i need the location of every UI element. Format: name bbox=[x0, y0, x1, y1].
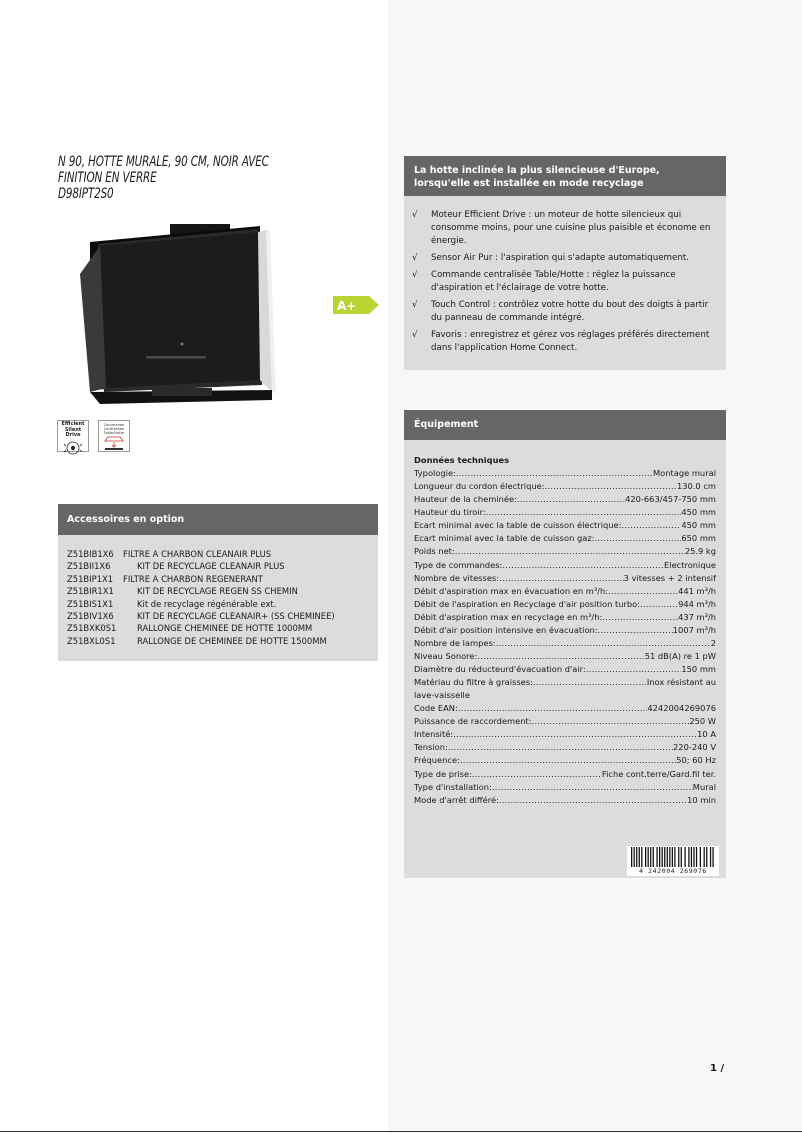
product-title bbox=[58, 154, 298, 202]
spec-label: Poids net: bbox=[414, 546, 455, 557]
spec-label: Ecart minimal avec la table de cuisson gaz: bbox=[414, 533, 595, 544]
feature-text: Moteur Efficient Drive : un moteur de hotte silencieux qui consomme moins, pour une cuisine plus paisible et économe en énergie. bbox=[431, 210, 711, 246]
footer-rule bbox=[0, 1131, 802, 1132]
spec-leader-dots bbox=[602, 611, 678, 624]
badge-line: Silent Drive bbox=[64, 426, 82, 438]
spec-label: Nombre de lampes: bbox=[414, 637, 496, 648]
spec-row bbox=[414, 467, 716, 480]
barcode-bar bbox=[648, 847, 649, 867]
spec-label: Hauteur de la cheminée: bbox=[414, 494, 517, 505]
spec-row bbox=[414, 794, 716, 807]
spec-row bbox=[414, 663, 716, 676]
spec-value: 50; 60 Hz bbox=[676, 755, 716, 766]
barcode-bar bbox=[688, 847, 689, 867]
barcode-bar bbox=[696, 847, 697, 867]
spec-value: 10 min bbox=[687, 794, 716, 805]
ean-barcode bbox=[627, 846, 719, 876]
spec-row bbox=[414, 676, 716, 689]
accessory-row bbox=[67, 635, 378, 647]
spec-row bbox=[414, 559, 716, 572]
spec-value: 51 dB(A) re 1 pW bbox=[644, 650, 716, 661]
barcode-bar bbox=[653, 847, 654, 867]
technical-specs bbox=[404, 440, 726, 807]
spec-value: Mural bbox=[692, 781, 716, 792]
spec-row bbox=[414, 768, 716, 781]
spec-leader-dots bbox=[594, 532, 681, 545]
barcode-bar bbox=[674, 847, 675, 867]
product-image bbox=[60, 220, 310, 410]
spec-leader-dots bbox=[608, 585, 678, 598]
accessory-description: KIT DE RECYCLAGE CLEANAIR+ (SS CHEMINEE) bbox=[137, 611, 335, 622]
check-icon: √ bbox=[412, 210, 418, 220]
equipment-heading: Équipement bbox=[404, 410, 726, 440]
spec-row bbox=[414, 702, 716, 715]
spec-row bbox=[414, 611, 716, 624]
spec-label: Tension: bbox=[414, 742, 448, 753]
spec-label: Hauteur du tiroir: bbox=[414, 507, 486, 518]
spec-label: Débit de l'aspiration en Recyclage d'air position turbo: bbox=[414, 598, 641, 609]
accessories-panel bbox=[58, 504, 378, 661]
barcode-bar bbox=[636, 847, 637, 867]
feature-item bbox=[412, 329, 718, 355]
accessory-row bbox=[67, 548, 378, 560]
spec-value: 130.0 cm bbox=[676, 481, 716, 492]
spec-value: Inox résistant au bbox=[646, 677, 716, 688]
spec-value: 441 m³/h bbox=[678, 585, 716, 596]
barcode-bar bbox=[650, 847, 651, 867]
barcode-bar bbox=[706, 847, 707, 867]
spec-value: Electronique bbox=[664, 559, 716, 570]
accessory-description: Kit de recyclage régénérable ext. bbox=[137, 598, 277, 609]
barcode-bar bbox=[710, 847, 711, 867]
barcode-bars bbox=[631, 847, 715, 867]
accessory-code: Z51BXK0S1 bbox=[67, 623, 117, 634]
spec-leader-dots bbox=[486, 506, 682, 519]
spec-leader-dots bbox=[502, 559, 664, 572]
spec-row bbox=[414, 715, 716, 728]
spec-leader-dots bbox=[477, 650, 644, 663]
feature-text: Touch Control : contrôlez votre hotte du bout des doigts à partir du panneau de commande intégré. bbox=[431, 300, 709, 323]
spec-value: Montage mural bbox=[653, 468, 716, 479]
accessory-description: FILTRE A CHARBON REGENERANT bbox=[123, 573, 263, 584]
spec-value: 4242004269076 bbox=[647, 703, 716, 714]
spec-leader-dots bbox=[460, 754, 676, 767]
features-panel bbox=[404, 156, 726, 370]
barcode-bar bbox=[691, 847, 692, 867]
barcode-bar bbox=[700, 847, 701, 867]
spec-row bbox=[414, 519, 716, 532]
features-heading: La hotte inclinée la plus silencieuse d'Europe, lorsqu'elle est installée en mode recyclage bbox=[404, 156, 726, 196]
spec-leader-dots bbox=[458, 702, 648, 715]
accessory-code: Z51BIP1X1 bbox=[67, 573, 114, 584]
page-number: 1 / bbox=[710, 1063, 725, 1074]
accessory-row bbox=[67, 598, 378, 610]
spec-value: 944 m³/h bbox=[678, 598, 716, 609]
spec-leader-dots bbox=[492, 781, 693, 794]
spec-value: 10 A bbox=[697, 729, 716, 740]
spec-label: Fréquence: bbox=[414, 755, 460, 766]
energy-class-label bbox=[333, 296, 379, 314]
spec-value: 650 mm bbox=[681, 533, 716, 544]
accessory-code: Z51BIV1X6 bbox=[67, 611, 114, 622]
spec-label: Puissance de raccordement: bbox=[414, 716, 532, 727]
hood-cooktop-icon bbox=[99, 435, 129, 452]
spec-row bbox=[414, 781, 716, 794]
accessory-code: Z51BIB1X6 bbox=[67, 549, 114, 559]
spec-leader-dots bbox=[499, 572, 624, 585]
spec-leader-dots bbox=[517, 493, 625, 506]
spec-row bbox=[414, 624, 716, 637]
spec-row bbox=[414, 585, 716, 598]
accessory-code: Z51BIS1X1 bbox=[67, 598, 114, 609]
spec-label: Nombre de vitesses: bbox=[414, 572, 500, 583]
spec-value: 25.9 kg bbox=[684, 546, 716, 557]
barcode-bar bbox=[672, 847, 673, 867]
spec-value: 450 mm bbox=[681, 507, 716, 518]
spec-leader-dots bbox=[640, 598, 678, 611]
accessory-description: FILTRE A CHARBON CLEANAIR PLUS bbox=[123, 549, 272, 559]
badge-line: Centralisée bbox=[103, 427, 125, 431]
spec-value: 3 vitesses + 2 intensif bbox=[623, 572, 716, 583]
spec-label: Diamètre du réducteurd'évacuation d'air: bbox=[414, 664, 586, 674]
barcode-bar bbox=[631, 847, 632, 867]
product-model-number: D98IPT2S0 bbox=[58, 186, 114, 202]
feature-item bbox=[412, 209, 718, 248]
spec-label: Débit d'aspiration max en recyclage en m³/h: bbox=[414, 611, 603, 622]
spec-leader-dots bbox=[496, 637, 711, 650]
spec-row bbox=[414, 637, 716, 650]
accessory-row bbox=[67, 585, 378, 597]
spec-row bbox=[414, 728, 716, 741]
spec-label: Code EAN: bbox=[414, 703, 458, 714]
spec-value-continuation: lave-vaisselle bbox=[414, 690, 470, 701]
check-icon: √ bbox=[412, 330, 418, 340]
equipment-panel bbox=[404, 410, 726, 878]
barcode-bar bbox=[656, 847, 657, 867]
accessory-row bbox=[67, 573, 378, 585]
spec-leader-dots bbox=[456, 467, 653, 480]
spec-leader-dots bbox=[621, 519, 681, 532]
spec-value: 1007 m³/h bbox=[672, 624, 716, 635]
spec-row bbox=[414, 650, 716, 663]
spec-leader-dots bbox=[532, 715, 690, 728]
spec-value: 220-240 V bbox=[673, 742, 716, 753]
spec-leader-dots bbox=[448, 741, 673, 754]
barcode-bar bbox=[684, 847, 685, 867]
cooktop-hood-control-badge bbox=[98, 420, 130, 452]
accessory-description: RALLONGE DE CHEMINEE DE HOTTE 1500MM bbox=[137, 635, 327, 646]
spec-leader-dots bbox=[499, 794, 687, 807]
barcode-bar bbox=[681, 847, 682, 867]
barcode-bar bbox=[712, 847, 713, 867]
spec-value: 420-663/457-750 mm bbox=[625, 494, 716, 505]
feature-item bbox=[412, 299, 718, 325]
spec-row bbox=[414, 480, 716, 493]
features-list bbox=[404, 196, 726, 355]
spec-label: Mode d'arrêt différé: bbox=[414, 794, 499, 805]
accessories-list bbox=[58, 535, 378, 647]
accessory-row bbox=[67, 622, 378, 634]
spec-label: Débit d'air position intensive en évacuation: bbox=[414, 624, 598, 635]
spec-value: 2 bbox=[710, 637, 716, 648]
accessory-code: Z51BXL0S1 bbox=[67, 635, 116, 646]
spec-value: 150 mm bbox=[681, 664, 716, 674]
spec-leader-dots bbox=[472, 768, 602, 781]
spec-label: Ecart minimal avec la table de cuisson électrique: bbox=[414, 520, 622, 531]
spec-row bbox=[414, 741, 716, 754]
spec-label: Matériau du filtre à graisses: bbox=[414, 677, 533, 688]
spec-row bbox=[414, 598, 716, 611]
spec-leader-dots bbox=[598, 624, 673, 637]
check-icon: √ bbox=[412, 270, 418, 280]
spec-value: 250 W bbox=[689, 716, 716, 727]
product-title-line-1: N 90, HOTTE MURALE, 90 CM, NOIR AVEC bbox=[58, 154, 269, 170]
spec-row bbox=[414, 545, 716, 558]
spec-label: Type de prise: bbox=[414, 768, 472, 779]
spec-leader-dots bbox=[533, 676, 647, 689]
spec-leader-dots bbox=[586, 663, 682, 676]
spec-row bbox=[414, 493, 716, 506]
feature-text: Favoris : enregistrez et gérez vos réglages préférés directement dans l'application Home Connect. bbox=[431, 330, 710, 353]
feature-item bbox=[412, 252, 718, 265]
badge-line: Table/Hotte bbox=[103, 431, 125, 435]
spec-label: Type de commandes: bbox=[414, 559, 503, 570]
accessory-code: Z51BIR1X1 bbox=[67, 586, 114, 597]
efficient-silent-drive-badge bbox=[57, 420, 89, 452]
accessories-heading: Accessoires en option bbox=[58, 504, 378, 535]
barcode-bar bbox=[639, 847, 640, 867]
accessory-description: KIT DE RECYCLAGE CLEANAIR PLUS bbox=[137, 561, 285, 572]
spec-label: Typologie: bbox=[414, 468, 456, 479]
badge-line: Efficient bbox=[61, 421, 85, 427]
feature-text: Sensor Air Pur : l'aspiration qui s'adapte automatiquement. bbox=[431, 253, 690, 263]
product-title-line-2: FINITION EN VERRE bbox=[58, 170, 157, 186]
spec-label: Débit d'aspiration max en évacuation en m³/h: bbox=[414, 585, 609, 596]
spec-label: Niveau Sonore: bbox=[414, 650, 478, 661]
spec-leader-dots bbox=[545, 480, 677, 493]
specs-subheading: Données techniques bbox=[414, 455, 510, 465]
spec-value: 450 mm bbox=[681, 520, 716, 531]
accessory-code: Z51BII1X6 bbox=[67, 561, 111, 572]
spec-row bbox=[414, 506, 716, 519]
barcode-bar bbox=[664, 847, 665, 867]
spec-row bbox=[414, 572, 716, 585]
spec-label: Longueur du cordon électrique: bbox=[414, 481, 545, 492]
barcode-bar bbox=[641, 847, 642, 867]
spec-row bbox=[414, 532, 716, 545]
accessory-description: KIT DE RECYCLAGE REGEN SS CHEMIN bbox=[137, 586, 298, 597]
barcode-bar bbox=[693, 847, 694, 867]
feature-item bbox=[412, 269, 718, 295]
barcode-bar bbox=[645, 847, 646, 867]
barcode-bar bbox=[634, 847, 635, 867]
spec-label: Intensité: bbox=[414, 729, 454, 740]
spec-value: Fiche cont.terre/Gard.fil ter. bbox=[601, 768, 716, 779]
accessory-row bbox=[67, 610, 378, 622]
spec-row bbox=[414, 754, 716, 767]
spec-value: 437 m³/h bbox=[678, 611, 716, 622]
barcode-number: 4 242004 269076 bbox=[639, 867, 707, 875]
badge-line: Commande bbox=[103, 423, 125, 427]
motor-icon bbox=[58, 439, 88, 457]
check-icon: √ bbox=[412, 253, 418, 263]
spec-leader-dots bbox=[455, 545, 685, 558]
barcode-bar bbox=[678, 847, 679, 867]
barcode-bar bbox=[669, 847, 670, 867]
accessory-description: RALLONGE CHEMINEE DE HOTTE 1000MM bbox=[137, 623, 313, 634]
spec-leader-dots bbox=[453, 728, 697, 741]
check-icon: √ bbox=[412, 300, 418, 310]
barcode-bar bbox=[659, 847, 660, 867]
barcode-bar bbox=[667, 847, 668, 867]
feature-text: Commande centralisée Table/Hotte : réglez la puissance d'aspiration et l'éclairage de votre hotte. bbox=[431, 270, 676, 293]
energy-class-text: A+ bbox=[337, 299, 357, 313]
barcode-bar bbox=[704, 847, 705, 867]
barcode-bar bbox=[662, 847, 663, 867]
spec-label: Type d'installation: bbox=[414, 781, 492, 792]
accessory-row bbox=[67, 560, 378, 572]
